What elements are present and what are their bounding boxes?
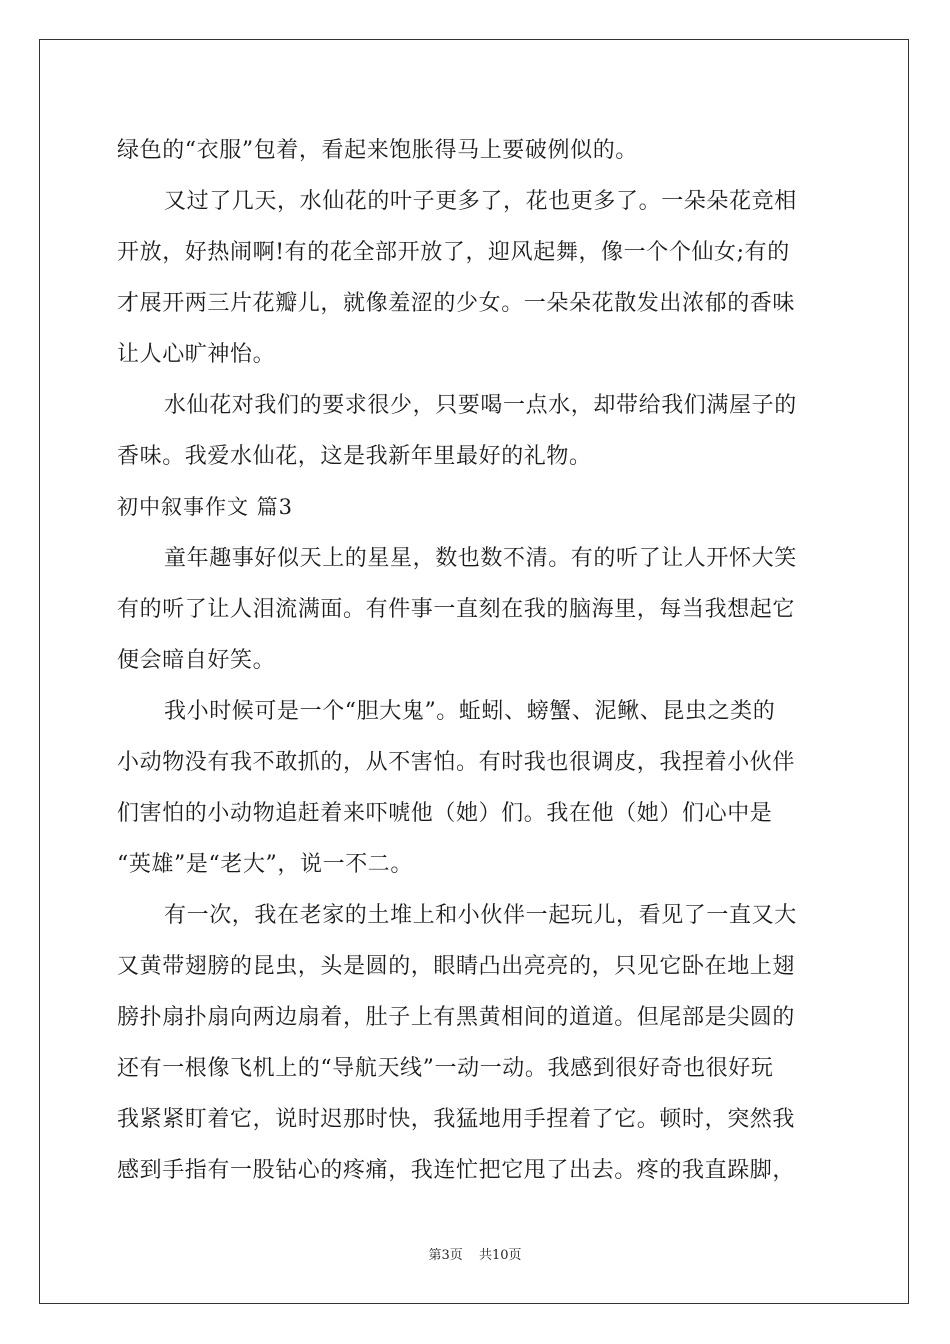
paragraph-start: 水仙花对我们的要求很少，只要喝一点水，却带给我们满屋子的: [164, 393, 797, 418]
text-line: 小动物没有我不敢抓的，从不害怕。有时我也很调皮，我捏着小伙伴: [117, 750, 796, 775]
text-line: 又黄带翅膀的昆虫，头是圆的，眼睛凸出亮亮的，只见它卧在地上翅: [117, 954, 796, 979]
text-line: 有的听了让人泪流满面。有件事一直刻在我的脑海里，每当我想起它: [117, 597, 796, 622]
text-line: “英雄”是“老大”，说一不二。: [117, 852, 413, 877]
text-line: 们害怕的小动物追赶着来吓唬他（她）们。我在他（她）们心中是: [117, 801, 773, 826]
page-footer: [0, 1244, 950, 1263]
paragraph-start: 我小时候可是一个“胆大鬼”。蚯蚓、螃蟹、泥鳅、昆虫之类的: [164, 699, 776, 724]
page-number: 第3页: [428, 1248, 463, 1263]
text-line: 感到手指有一股钻心的疼痛，我连忙把它甩了出去。疼的我直跺脚，: [117, 1158, 796, 1183]
text-line: 便会暗自好笑。: [117, 648, 276, 673]
text-line: 还有一根像飞机上的“导航天线”一动一动。我感到很好奇也很好玩: [117, 1056, 774, 1081]
text-line: 我紧紧盯着它，说时迟那时快，我猛地用手捏着了它。顿时，突然我: [117, 1107, 796, 1132]
paragraph-start: 又过了几天，水仙花的叶子更多了，花也更多了。一朵朵花竞相: [164, 189, 797, 214]
paragraph-start: 有一次，我在老家的土堆上和小伙伴一起玩儿，看见了一直又大: [164, 903, 797, 928]
text-line: 开放，好热闹啊!有的花全部开放了，迎风起舞，像一个个仙女;有的: [117, 240, 790, 265]
page-total: 共10页: [478, 1248, 522, 1263]
text-line: 让人心旷神怡。: [117, 342, 276, 367]
text-line: 才展开两三片花瓣儿，就像羞涩的少女。一朵朵花散发出浓郁的香味: [117, 291, 796, 316]
text-line: 绿色的“衣服”包着，看起来饱胀得马上要破例似的。: [117, 138, 638, 163]
paragraph-start: 童年趣事好似天上的星星，数也数不清。有的听了让人开怀大笑: [164, 546, 797, 571]
section-heading: 初中叙事作文 篇3: [117, 495, 294, 519]
text-line: 香味。我爱水仙花，这是我新年里最好的礼物。: [117, 444, 592, 469]
document-body: [117, 125, 833, 1196]
text-line: 膀扑扇扑扇向两边扇着，肚子上有黑黄相间的道道。但尾部是尖圆的: [117, 1005, 796, 1030]
